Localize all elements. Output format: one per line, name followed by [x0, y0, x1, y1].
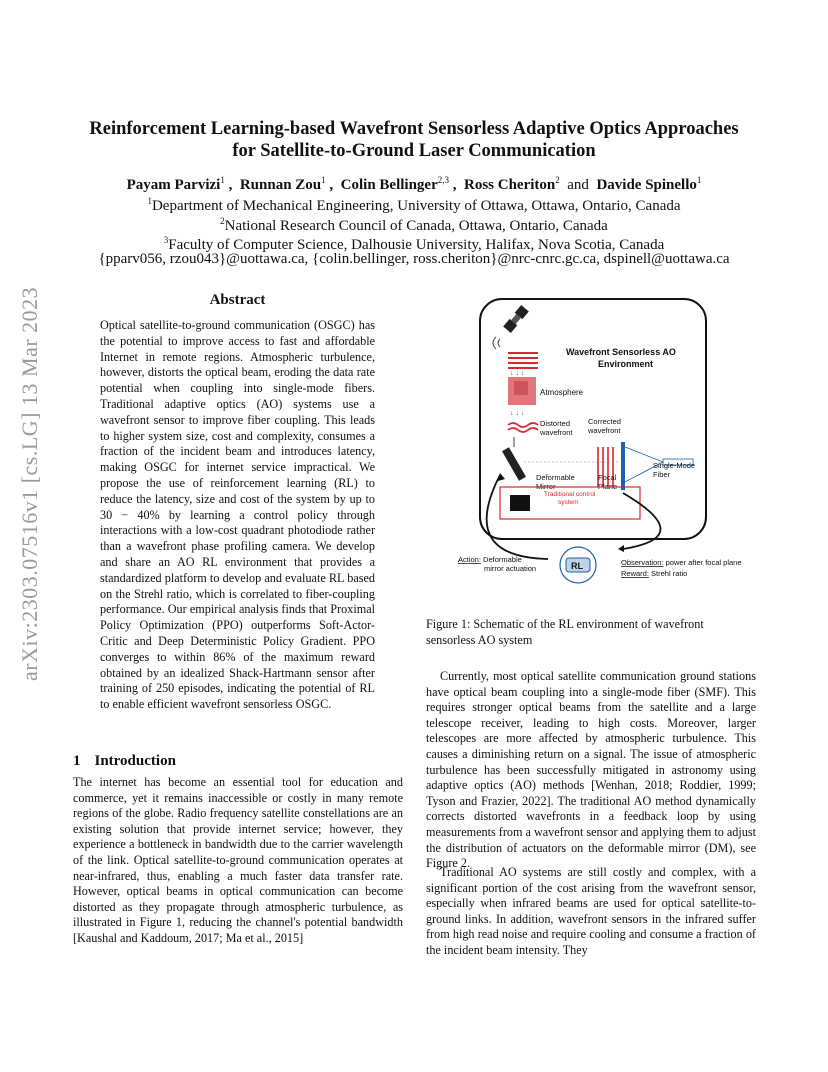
- observation-arrow: [623, 493, 661, 549]
- introduction-text: The internet has become an essential tool for education and commerce, yet it remains inaccessible or costly in many remote regions of the globe. Radio frequency satellite constellations are an existing solution that provide internet service; however, they experience a bottleneck in bandwidth due to the carrier wavelength of the link. Optical satellite-to-ground communication operates at near-infrared, thus, enabling a much faster data transfer rate. However, optical beams in optical communication can become distorted as they propagate through atmospheric turbulence, as illustrated in Figure 1, reducing the channel's potential bandwidth [Kaushal and Kaddoum, 2017; Ma et al., 2015]: [73, 775, 403, 945]
- action-label: Action: Deformable: [458, 555, 522, 564]
- svg-text:↓ ↓ ↓: ↓ ↓ ↓: [510, 410, 525, 417]
- figure-caption: Figure 1: Schematic of the RL environment of wavefront sensorless AO system: [426, 617, 704, 647]
- distorted-label-1: Distorted: [540, 419, 571, 428]
- env-title-2: Environment: [598, 359, 654, 369]
- abstract-heading: Abstract: [209, 292, 266, 308]
- arxiv-identifier: arXiv:2303.07516v1 [cs.LG] 13 Mar 2023: [17, 286, 42, 681]
- traditional-label-2: system: [558, 499, 579, 506]
- distorted-label-2: wavefront: [540, 428, 573, 437]
- focal-label-1: Focal: [598, 473, 617, 482]
- author: Davide Spinello$^1$: [596, 175, 702, 193]
- fiber-label-2: Fiber: [653, 470, 671, 479]
- env-title-1: Wavefront Sensorless AO: [566, 347, 676, 357]
- section-title: Introduction: [94, 753, 176, 769]
- section-heading: [73, 753, 190, 770]
- affiliation-1: $^1$Department of Mechanical Engineering, University of Ottawa, Ottawa, Ontario, Canada: [147, 196, 681, 214]
- incoming-beam: [508, 353, 538, 368]
- deformable-label-1: Deformable: [536, 473, 575, 482]
- author-emails: {pparv056, rzou043}@uottawa.ca, {colin.bellinger, ross.cheriton}@nrc-cnrc.gc.ca, dspinell@uottawa.ca: [98, 251, 730, 267]
- author: Runnan Zou$^1$: [239, 175, 326, 193]
- affiliation-2: $^2$National Research Council of Canada, Ottawa, Ontario, Canada: [220, 216, 608, 234]
- corrected-label-1: Corrected: [588, 417, 621, 426]
- figure-1-schematic: [458, 297, 758, 587]
- traditional-label-1: Traditional control: [544, 491, 596, 498]
- atmosphere-label: Atmosphere: [540, 388, 584, 397]
- deformable-mirror: [502, 447, 526, 480]
- affiliation-3: $^3$Faculty of Computer Science, Dalhousie University, Halifax, Nova Scotia, Canada: [163, 235, 665, 253]
- action-label-2: mirror actuation: [484, 564, 537, 573]
- author: Payam Parvizi$^1$: [126, 175, 225, 193]
- abstract-text: Optical satellite-to-ground communication (OSGC) has the potential to improve access to fast and affordable Internet in remote regions. Atmospheric turbulence, however, distorts the optical beam, eroding the data rate potential when coupling into single-mode fibers. Traditional adaptive optics (AO) systems use a wavefront sensor to improve fiber coupling. This leads to higher system size, cost and complexity, consumes a fraction of the incident beam and introduces latency, making OSGC for internet service impractical. We propose the use of reinforcement learning (RL) to reduce the latency, size and cost of the system by up to 30 − 40% by learning a control policy through interactions with a low-cost quadrant photodiode rather than a wavefront phase profiling camera. We develop and share an AO RL environment that provides a standardized platform to develop and evaluate RL based on the Strehl ratio, which is correlated to fiber-coupling performance. Our empirical analysis finds that Proximal Policy Optimization (PPO) outperforms Soft-Actor-Critic and Deep Deterministic Policy Gradient. PPO converges to within 86% of the maximum reward obtained by an idealized Shack-Hartmann sensor after training of 250 episodes, indicating the potential of RL to enable efficient wavefront sensorless OSGC.: [100, 318, 375, 712]
- section-number: 1: [73, 753, 81, 769]
- body-paragraph: Traditional AO systems are still costly and complex, with a significant portion of the cost arising from the wavefront sensor, especially when infrared beams are used for optical satellite-to-ground links. In addition, wavefront sensors in the infrared suffer from high read noise and require cooling and consume a fraction of the incident beam intensity. They: [426, 865, 756, 957]
- paper-title: [40, 118, 788, 162]
- sensor-block: [510, 495, 530, 511]
- reward-label: Reward: Strehl ratio: [621, 569, 688, 578]
- title-line-1: Reinforcement Learning-based Wavefront Sensorless Adaptive Optics Approaches: [89, 119, 739, 139]
- satellite-icon: [503, 305, 529, 333]
- rl-label: RL: [571, 561, 583, 571]
- author-and: and: [567, 177, 589, 193]
- observation-label: Observation: power after focal plane: [621, 558, 742, 567]
- focal-label-2: Plane: [598, 482, 618, 491]
- body-paragraph: Currently, most optical satellite communication ground stations have optical beam coupling into a single-mode fiber (SMF). This requires stronger optical beams from the satellite and a large telescope receiver, leading to high costs. Moreover, larger telescopes are more affected by atmospheric turbulence. This causes a diminishing return on a signal. The issue of atmospheric turbulence has been successfully mitigated in astronomy using adaptive optics (AO) methods [Wenhan, 2018; Roddier, 1999; Tyson and Frazier, 2022]. The traditional AO method dynamically corrects distorted wavefronts in a feedback loop by using measurements from a wavefront sensor and applying them to adjust the distribution of actuators on the deformable mirror (DM), see Figure 2.: [426, 669, 756, 871]
- title-line-2: for Satellite-to-Ground Laser Communication: [232, 141, 596, 161]
- svg-text:↓ ↓ ↓: ↓ ↓ ↓: [510, 370, 525, 377]
- deformable-label-2: Mirror: [536, 482, 556, 491]
- author: Ross Cheriton$^2$: [464, 175, 560, 193]
- fiber-label-1: Single-Mode: [653, 461, 696, 470]
- focal-lens: [621, 442, 625, 490]
- author-list: Payam Parvizi$^1$ , Runnan Zou$^1$ , Colin Bellinger$^{2,3}$ , Ross Cheriton$^2$ and Davide Spinello$^1$: [126, 175, 702, 193]
- author: Colin Bellinger$^{2,3}$: [340, 175, 449, 193]
- distorted-wave: [508, 423, 538, 432]
- corrected-label-2: wavefront: [588, 426, 621, 435]
